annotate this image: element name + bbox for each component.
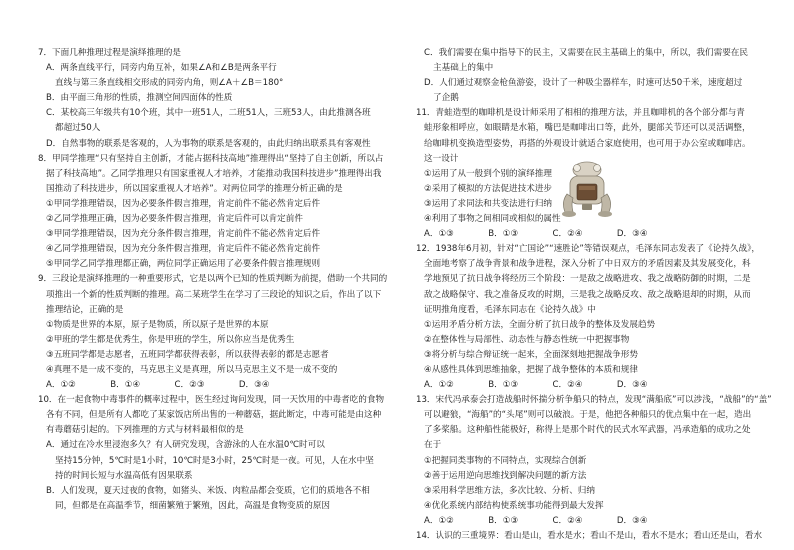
right-bot-line: 证明推角度看，毛泽东同志在《论持久战》中	[424, 304, 596, 315]
right-column-top	[416, 46, 776, 167]
right-top-line: C．我们需要在集中指导下的民主，又需要在民主基础上的集中，所以，我们需要在民	[424, 48, 748, 58]
left-line: 10．在一起食物中毒事件的概率过程中，医生经过询问发现，同一天饮用的中毒者吃的食物	[38, 395, 385, 406]
right-mid-line: ②采用了模拟的方法促进技术进步	[424, 183, 553, 194]
left-line: 9．三段论是演绎推理的一种重要形式，它是以两个已知的性质判断为前提，借助一个共同的	[38, 274, 388, 285]
left-line: ④真理不是一成不变的，马克思主义是真理，所以马克思主义不是一成不变的	[46, 364, 338, 375]
left-line: 坚持15分钟，5℃时是1小时，10℃时是3小时，25℃时是一夜。可见，人在水中坚	[55, 455, 374, 466]
left-line: A．通过在冷水里浸泡多久？有人研究发现，含游泳的人在水温0℃时可以	[46, 440, 325, 451]
right-bot-line: ①运用矛盾分析方法，全面分析了抗日战争的整体及发展趋势	[424, 319, 656, 330]
right-bot-line: 敌之战略保守、我之准备反攻的时期，三是我之战略反攻、敌之战略退却的时期，从而	[424, 289, 751, 300]
right-mid-line: ④利用了事物之间相同或相似的属性	[424, 214, 561, 225]
right-mid-line: A．①③ B．①③ C．②④ D．③④	[424, 229, 648, 240]
left-line: 8．甲同学推理“只有坚持自主创新，才能占据科技高地”推理得出“坚持了自主创新，所以占	[38, 153, 384, 164]
right-bot-line: ①把握同类事物的不同特点，实现综合创新	[424, 455, 587, 466]
right-column-bottom	[416, 242, 776, 544]
right-bot-line: 14．认识的三重境界：看山是山，看水是水；看山不是山，看水不是水；看山还是山，看水	[416, 531, 763, 541]
left-column	[38, 46, 410, 514]
right-bot-line: 可以避狼，“海船”的“头尾”则可以破浪。于是，他把各种船只的优点集中在一起，造出	[424, 410, 752, 421]
left-line: B．人们发现，夏天过夜的食物，如猪头、米饭、肉粒品都会变质，它们的质地各不相	[46, 485, 370, 496]
left-line: ②甲班的学生都是优秀生，你是甲班的学生，所以你应当是优秀生	[46, 334, 295, 345]
left-line: 直线与第三条直线相交形成的同旁内角，则∠A＋∠B＝180°	[55, 78, 284, 89]
right-top-line: 这一设计	[424, 153, 459, 164]
right-column-options-q11	[416, 167, 648, 242]
left-line: 推理结论，正确的是	[46, 304, 124, 315]
left-line: 有毒蘑菇引起的。下列推理的方式与材料最相似的是	[46, 425, 244, 436]
left-line: 项推出一个新的性质判断的推理。高二某班学生在学习了三段论的知识之后，作出了以下	[46, 289, 382, 300]
right-bot-line: 学地预见了抗日战争将经历三个阶段：一是敌之战略进攻、我之战略防御的时期，二是	[424, 274, 751, 285]
right-column	[416, 46, 776, 544]
left-line: ③五班同学都是志愿者，五班同学都获得表彰，所以获得表彰的都是志愿者	[46, 349, 329, 360]
right-mid-line: ①运用了从一般到个别的演绎推理	[424, 168, 553, 179]
right-top-line: 11．青蛙造型的咖啡机是设计师采用了相相的推理方法，并且咖啡机的各个部分都与青	[416, 108, 745, 119]
right-bot-line: ③将分析与综合辩证统一起来，全面深刻地把握战争形势	[424, 349, 638, 360]
left-line: A．两条直线平行，同旁内角互补，如果∠A和∠B是两条平行	[46, 63, 277, 74]
left-line: D．自然事物的联系是客观的，人为事物的联系是客观的，由此归纳出联系具有客观性	[46, 138, 371, 149]
left-line: 国推动了科技进步，所以国家重视人才培养”。对两位同学的推理分析正确的是	[46, 183, 343, 194]
right-bot-line: ③采用科学思维方法，多次比较、分析、归纳	[424, 485, 595, 496]
right-bot-line: 在于	[424, 440, 442, 451]
left-line: B．由平面三角形的性质，推测空间四面体的性质	[46, 93, 233, 104]
left-line: ④乙同学推理错误，因为充分条件假言推理，肯定后件不能必然肯定前件	[46, 244, 321, 255]
right-top-line: 给咖啡机变换造型姿势，再搭的外观设计就适合家庭使用，也可用于办公室或咖啡店。	[424, 138, 751, 149]
right-bot-line: 13．宋代冯承泰会打造战船时怀揣分析争船只的特点，发现“满船底”可以涉浅，“战船”的“盖”	[416, 395, 772, 406]
right-bot-line: 12．1938年6月初，针对“亡国论”“速胜论”等错误观点，毛泽东同志发表了《论持久战》，	[416, 244, 760, 255]
right-bot-line: ④从感性具体到思维抽象，把握了战争整体的本质和规律	[424, 364, 638, 375]
right-top-line: 主基础上的集中	[433, 63, 494, 74]
left-line: 都超过50人	[55, 123, 101, 134]
right-top-line: 蛙形象相呼应，如眼睛是水箱，嘴巴是咖啡出口等，此外，腿部关节还可以灵活调整，	[424, 123, 751, 134]
left-line: 持的时间长短与水温高低有因果联系	[55, 470, 193, 481]
left-line: ①甲同学推理错误，因为必要条件假言推理，肯定前件不能必然肯定后件	[46, 198, 321, 209]
right-mid-line: ③运用了求同法和共变法进行归纳	[424, 198, 553, 209]
right-bot-line: A．①② B．①③ C．②④ D．③④	[424, 380, 648, 391]
left-line: 7．下面几种推理过程是演绎推理的是	[38, 48, 181, 58]
right-bot-line: ②在整体性与局部性、动态性与静态性统一中把握事物	[424, 334, 630, 345]
frog-coffee-machine-image	[555, 158, 619, 222]
left-line: C．某校高三年级共有10个班，其中一班51人，二班51人，三班53人，由此推测各班	[46, 108, 371, 119]
right-top-line: 了企鹅	[433, 93, 459, 104]
right-bot-line: ④优化系统内部结构使系统事功能得到最大发挥	[424, 500, 604, 511]
left-line: A．①② B．①④ C．②③ D．③④	[46, 380, 270, 391]
right-bot-line: 了多桨船。这种船性能极好，称得上是那个时代的民式水军武器，冯承造船的成功之处	[424, 425, 751, 436]
left-line: ③甲同学推理错误，因为充分条件假言推理，肯定前件不能必然肯定后件	[46, 229, 321, 240]
left-line: ①物质是世界的本原，原子是物质，所以原子是世界的本原	[46, 319, 269, 330]
left-line: 各有不同，但是所有人都吃了某家饭店所出售的一种蘑菇，据此断定，中毒可能是由这种	[46, 410, 382, 421]
right-top-line: D．人们通过观察金枪鱼游姿，设计了一种吸尘器样车，时速可达50千米，速度超过	[424, 78, 743, 89]
right-bot-line: A．①② B．①③ C．②④ D．③④	[424, 515, 648, 526]
left-line: ⑤甲同学乙同学推理都正确，两位同学正确运用了必要条件假言推理规则	[46, 259, 321, 270]
left-line: ②乙同学推理正确，因为必要条件假言推理，肯定后件可以肯定前件	[46, 214, 303, 225]
left-line: 据了科技高地”。乙同学推理只有国家重视人才培养，才能推动我国科技进步”推理得出我	[46, 168, 382, 179]
right-bot-line: ②善于运用逆向思维找到解决问题的新方法	[424, 470, 587, 481]
left-line: 同，但都是在高温季节，细菌繁殖于繁殖，因此，高温是食物变质的原因	[55, 500, 331, 511]
right-bot-line: 全面地考察了战争背景和战争进程，深入分析了中日双方的矛盾因素及其发展变化，科	[424, 259, 751, 270]
